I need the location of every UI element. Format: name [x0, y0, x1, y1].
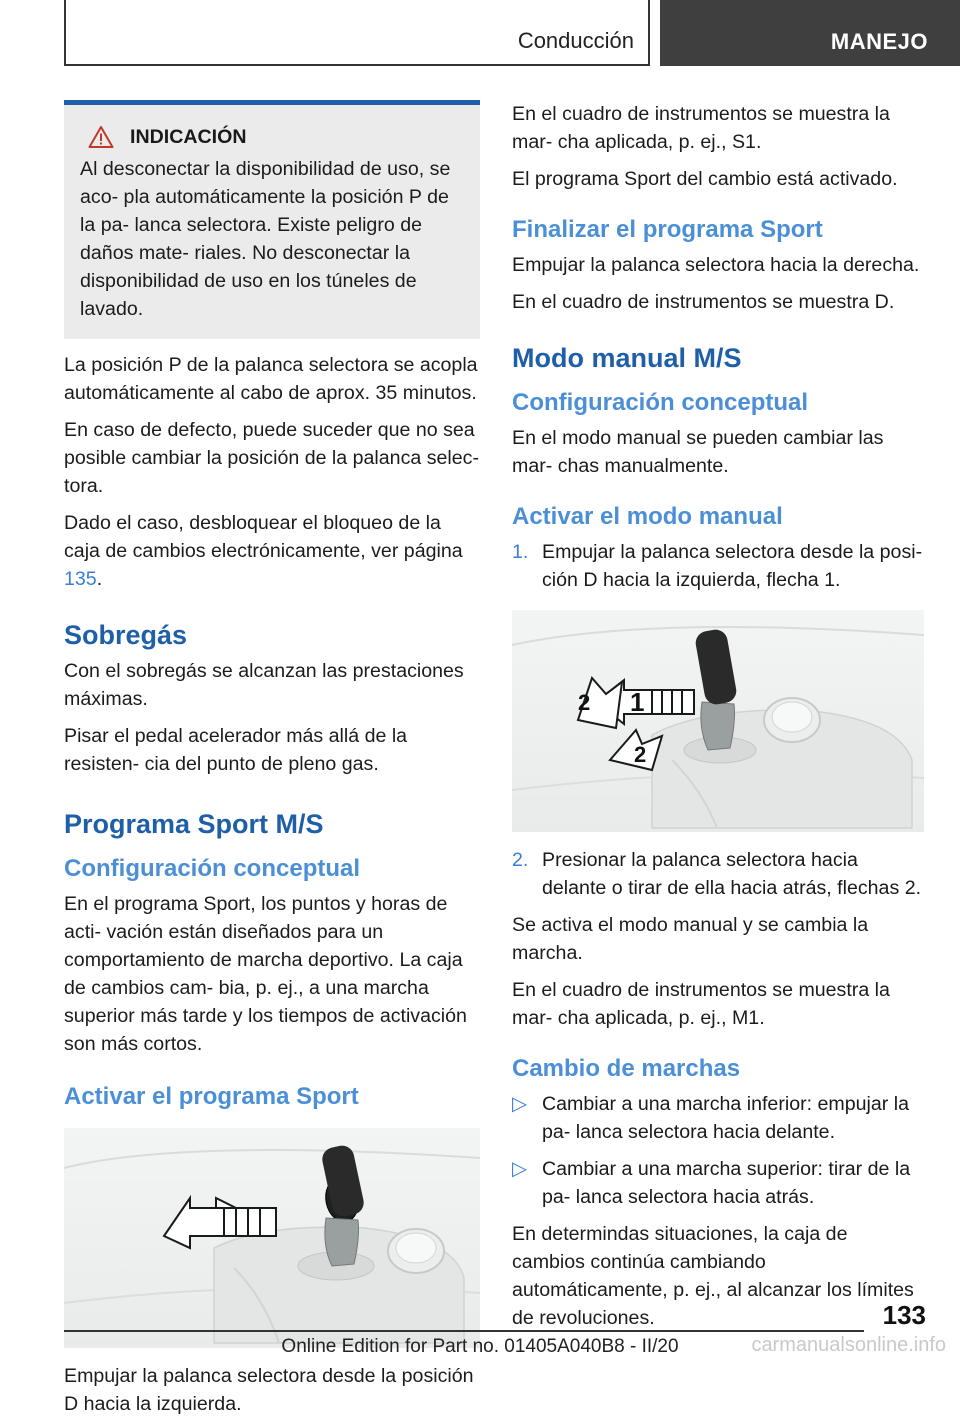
footer-divider [64, 1330, 864, 1332]
paragraph: En determindas situaciones, la caja de cambios continúa cambiando automáticamente, p. ej., al alcanzar los límites de revoluciones. [512, 1223, 914, 1329]
heading-sobregas: Sobregás [64, 620, 188, 650]
arrow-label-2-forward: 2 [578, 690, 591, 715]
bullet-item [512, 1155, 924, 1211]
gear-selector-drawing [64, 1128, 480, 1348]
paragraph-with-link [64, 509, 480, 593]
bullet-text: Cambiar a una marcha superior: tirar de la pa‐ lanca selectora hacia atrás. [542, 1158, 911, 1208]
left-column [64, 100, 480, 1427]
list-item-step-1 [512, 538, 924, 594]
edition-note: Online Edition for Part no. 01405A040B8 - II/20 [281, 1336, 679, 1357]
arrow-label-2-back: 2 [634, 742, 647, 767]
bullet-triangle-icon: ▷ [512, 1093, 528, 1115]
figure-caption: Empujar la palanca selectora desde la posición D hacia la izquierda. [64, 1365, 474, 1415]
bullet-triangle-icon: ▷ [512, 1158, 528, 1180]
warning-note-header [88, 125, 468, 149]
page-reference-link[interactable]: 135 [64, 568, 97, 590]
manual-mode-illustration [512, 610, 924, 832]
paragraph: En el modo manual se pueden cambiar las mar‐ chas manualmente. [512, 427, 884, 477]
heading-activar-sport: Activar el programa Sport [64, 1083, 359, 1110]
paragraph-text: Dado el caso, desbloquear el bloqueo de la caja de cambios electrónicamente, ver página [64, 512, 463, 562]
paragraph: Se activa el modo manual y se cambia la marcha. [512, 914, 869, 964]
paragraph: Empujar la palanca selectora hacia la derecha. [512, 254, 920, 276]
paragraph: El programa Sport del cambio está activado. [512, 168, 898, 190]
watermark-logo: carmanualsonline.info [751, 1334, 946, 1356]
right-column [512, 100, 924, 1341]
paragraph: La posición P de la palanca selectora se acopla automáticamente al cabo de aprox. 35 minutos. [64, 354, 478, 404]
warning-note-text: Al desconectar la disponibilidad de uso, se aco‐ pla automáticamente la posición P de la pa‐ lanca selectora. Existe peligro de daños mate‐ riales. No desconectar la disponibilidad de uso en los túneles de lavado. [80, 158, 451, 320]
step-text: Empujar la palanca selectora desde la posi‐ ción D hacia la izquierda, flecha 1. [542, 541, 923, 591]
paragraph: En el cuadro de instrumentos se muestra la mar‐ cha aplicada, p. ej., S1. [512, 103, 890, 153]
paragraph: En el programa Sport, los puntos y horas de acti‐ vación están diseñados para un comportamiento de marcha deportivo. La caja de cambios cam‐ bia, p. ej., a una marcha superior más tarde y los tiempos de activación son más cortos. [64, 893, 467, 1055]
step-number: 2. [512, 849, 529, 871]
warning-triangle-icon [88, 125, 114, 149]
section-title: Conducción [517, 28, 634, 53]
heading-modo-manual: Modo manual M/S [512, 343, 742, 373]
bullet-item [512, 1090, 924, 1146]
chapter-title: MANEJO [830, 29, 928, 54]
paragraph: En el cuadro de instrumentos se muestra la mar‐ cha aplicada, p. ej., M1. [512, 979, 890, 1029]
bullet-text: Cambiar a una marcha inferior: empujar la pa‐ lanca selectora hacia delante. [542, 1093, 910, 1143]
paragraph: En caso de defecto, puede suceder que no sea posible cambiar la posición de la palanca selec‐ tora. [64, 419, 479, 497]
paragraph: En el cuadro de instrumentos se muestra D. [512, 291, 895, 313]
paragraph: Con el sobregás se alcanzan las prestaciones máximas. [64, 660, 464, 710]
page-number: 133 [882, 1300, 926, 1330]
heading-activar-manual: Activar el modo manual [512, 503, 783, 530]
step-number: 1. [512, 541, 529, 563]
gear-selector-illustration [64, 1128, 480, 1348]
warning-note-title: INDICACIÓN [130, 125, 247, 148]
paragraph-end: . [96, 568, 103, 590]
heading-programa-sport: Programa Sport M/S [64, 809, 324, 839]
warning-note [64, 100, 480, 339]
heading-cambio-marchas: Cambio de marchas [512, 1055, 741, 1082]
step-text: Presionar la palanca selectora hacia delante o tirar de ella hacia atrás, flechas 2. [542, 849, 922, 899]
chapter-tab [660, 0, 960, 66]
header-frame [64, 0, 650, 66]
heading-finalizar-sport: Finalizar el programa Sport [512, 216, 823, 243]
heading-configuracion: Configuración conceptual [512, 389, 809, 416]
paragraph: Pisar el pedal acelerador más allá de la resisten‐ cia del punto de pleno gas. [64, 725, 408, 775]
arrow-label-1: 1 [630, 687, 645, 717]
manual-mode-drawing [512, 610, 924, 832]
heading-configuracion: Configuración conceptual [64, 855, 361, 882]
list-item-step-2 [512, 846, 924, 902]
